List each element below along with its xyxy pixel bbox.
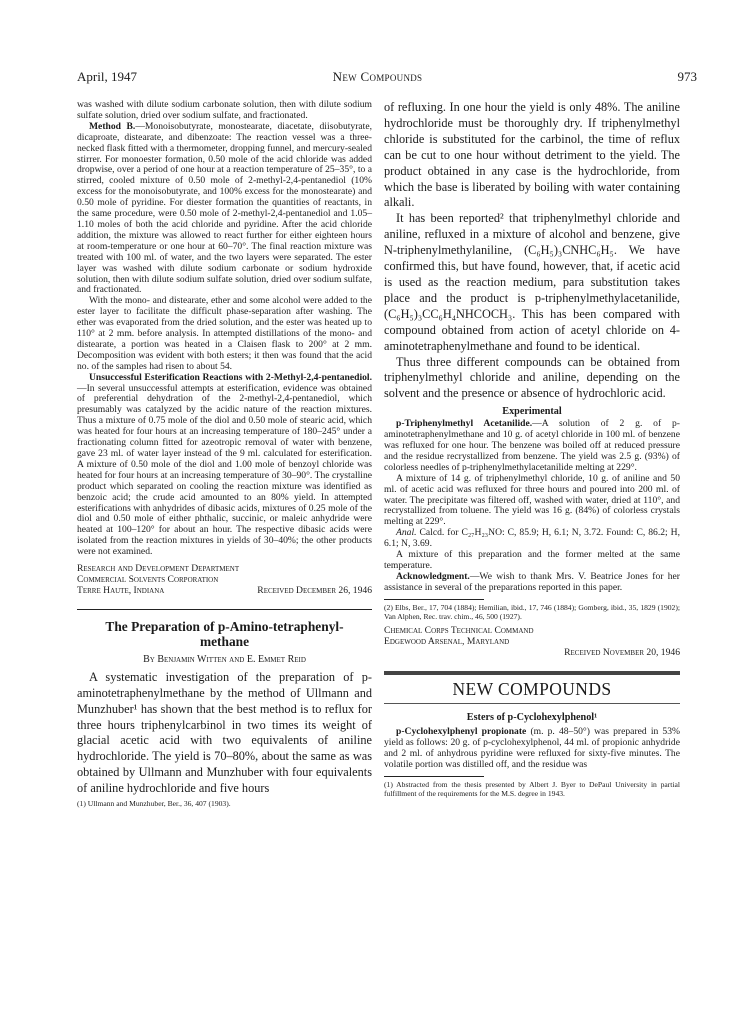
- paragraph-three-compounds: Thus three different compounds can be obtained from triphenylmethyl chloride and aniline, depending on the solvent and the presence or absence of hydrochloric acid.: [384, 354, 680, 401]
- received-date-1: Received December 26, 1946: [257, 584, 372, 596]
- affiliation-city-row: [77, 586, 372, 597]
- footnote-rule: [384, 599, 484, 600]
- header-page-number: 973: [677, 69, 697, 84]
- paragraph-acknowledgment: [384, 572, 680, 594]
- article-divider: [77, 609, 372, 610]
- affiliation-block-1: [77, 564, 372, 597]
- paragraph-acetanilide: [384, 419, 680, 474]
- method-b-label: Method B.: [89, 120, 136, 132]
- paragraph-reported: It has been reported² that triphenylmethyl chloride and aniline, refluxed in a mixture of alcohol and benzene, give N-triphenylmethylaniline, (C₆H₅)₃CNHC₆H₅. We have confirmed this, but have found, however, that, if acetic acid is used as the reaction medium, para substitution takes place and the product is p-triphenylmethylacetanilide, (C₆H₅)₃CC₆H₄NHCOCH₃. This has been compared with compound obtained from action of acetyl chloride on 4-aminotetraphenylmethane and found to be identical.: [384, 211, 680, 353]
- article-byline: By Benjamin Witten and E. Emmet Reid: [143, 653, 306, 665]
- unsuccessful-label: Unsuccessful Esterification Reactions with 2-Methyl-2,4-pentanediol.: [89, 371, 372, 383]
- analysis-text: Calcd. for C₂₇H₂₃NO: C, 85.9; H, 6.1; N, 3.72. Found: C, 86.2; H, 6.1; N, 3.69.: [384, 527, 680, 550]
- paragraph-mixture: A mixture of 14 g. of triphenylmethyl chloride, 10 g. of aniline and 50 ml. of acetic acid was refluxed for three hours and poured into 200 ml. of water. The precipitate was filtered off, washed with water, dried at 110°, and recrystallized from toluene. The yield was 16 g. (84%) of colorless crystals melting at 229°.: [384, 472, 680, 528]
- unsuccessful-text: —In several unsuccessful attempts at esterification, evidence was obtained of preferential dehydration of the 2-methyl-2,4-pentanediol, which presumably was catalyzed by the acidic nature of the reaction mixtures. Thus a mixture of 0.75 mole of the diol and 0.50 mole of stearic acid, which was heated for four hours at an increasing temperature of 180–245° under a fractionating column fitted for azeotropic removal of water with benzene, gave 23 ml. of water layer instead of the 9 ml. calculated for esterification. A mixture of 0.50 mole of the diol and 1.00 mole of benzoyl chloride was heated for four hours at an increasing temperature of 30–90°. The crystalline product which separated on cooling the reaction mixture was identified as benzoic acid; the crude acid amounted to an 80% yield. In attempted esterifications with anhydrides of dibasic acids, mixtures of 0.25 mole of the diol and 0.50 mole of either phthalic, succinic, or maleic anhydride were heated at 100–120° for about an hour. The respective dibasic acids were isolated from the reaction mixtures in yields of 30–40%; the other products were not examined.: [77, 382, 372, 558]
- header-journal: New Compounds: [332, 69, 423, 84]
- footnote-thesis: (1) Abstracted from the thesis presented by Albert J. Byer to DePaul University in partial fulfillment of the requirements for the M.S. degree in 1943.: [384, 779, 680, 798]
- acetanilide-label: p-Triphenylmethyl Acetanilide.: [396, 418, 533, 430]
- section-title-new-compounds: NEW COMPOUNDS: [452, 679, 612, 700]
- section-rule-top: [384, 671, 680, 675]
- section-rule-bottom: [384, 703, 680, 704]
- paragraph-propionate: [384, 727, 680, 771]
- experimental-heading: Experimental: [502, 406, 562, 418]
- esters-heading: Esters of p-Cyclohexylphenol¹: [466, 712, 598, 724]
- header-date: April, 1947: [77, 69, 137, 84]
- affiliation-command: Chemical Corps Technical Command: [384, 625, 534, 637]
- article-title-line-1: The Preparation of p-Amino-tetraphenyl-: [105, 618, 344, 634]
- acetanilide-text: —A solution of 2 g. of p-aminotetraphenylmethane and 10 g. of acetyl chloride in 100 ml. of benzene was refluxed for one hour. The benzene was boiled off at reduced pressure and the residue recrystallized from benzene. The yield was 2.5 g. (93%) of colorless needles of p-triphenylmethylacetanilide melting at 229°.: [384, 418, 680, 473]
- paragraph-article-intro: A systematic investigation of the preparation of p-aminotetraphenylmethane by the method of Ullmann and Munzhuber¹ has shown that the best method is to reflux for three hours triphenylcarbinol in two times its weight of glacial acetic acid with two equivalents of aniline hydrochloride. The yield is 70–80%, about the same as was obtained by Ullmann and Munzhuber with four equivalents of aniline hydrochloride and five hours: [77, 669, 372, 796]
- analysis-label: Anal.: [396, 527, 417, 539]
- article-title: [77, 619, 372, 649]
- left-column: [77, 100, 372, 808]
- paragraph-method-b: [77, 122, 372, 297]
- affiliation-city: Terre Haute, Indiana: [77, 584, 165, 596]
- propionate-label: p-Cyclohexylphenyl propionate: [396, 726, 527, 738]
- article-title-line-2: methane: [199, 633, 250, 649]
- affiliation-block-2: [384, 626, 680, 659]
- paragraph-analysis: [384, 528, 680, 550]
- received-date-2: Received November 20, 1946: [564, 647, 680, 659]
- footnote-elbs: (2) Elbs, Ber., 17, 704 (1884); Hemilian, ibid., 17, 746 (1884); Gomberg, ibid., 35, 1829 (1902); Van Alphen, Rec. trav. chim., 46, 500 (1927).: [384, 602, 680, 622]
- footnote-ullmann: (1) Ullmann and Munzhuber, Ber., 36, 407 (1903).: [77, 799, 231, 809]
- paragraph-stearate-workup: With the mono- and distearate, ether and some alcohol were added to the ester layer to facilitate the difficult phase-separation after washing. The ether was evaporated from the dried solution, and the ester was heated up to 110° at 2 mm. before analysis. In attempted distillations of the mono- and distearate, a portion was heated in a Claisen flask to 200° at 2 mm. Decomposition was evident with both esters; it then was found that the acid no. of the samples had risen to about 54.: [77, 295, 372, 372]
- propionate-text: (m. p. 48–50°) was prepared in 53% yield as follows: 20 g. of p-cyclohexylphenol, 44 ml. of propionic anhydride and 2 ml. of anhydrous pyridine were refluxed for sixty-five minutes. The volatile portion was distilled off, and the residue was: [384, 726, 680, 770]
- affiliation-arsenal: Edgewood Arsenal, Maryland: [384, 636, 510, 648]
- acknowledgment-label: Acknowledgment.: [396, 570, 470, 582]
- footnote-rule-2: [384, 776, 484, 777]
- paragraph-refluxing: of refluxing. In one hour the yield is only 48%. The aniline hydrochloride must be thoroughly dry. If triphenylmethyl chloride is substituted for the carbinol, the time of reflux can be cut to one hour without detriment to the yield. The product obtained in any case is the hydrochloride, from which the base is liberated by boiling with water containing alkali.: [384, 100, 680, 210]
- affiliation-department: Research and Development Department: [77, 563, 240, 575]
- paragraph-ester-washing: was washed with dilute sodium carbonate solution, then with dilute sodium sulfate solution, dried over sodium sulfate, and fractionated.: [77, 99, 372, 121]
- right-column: [384, 100, 680, 798]
- acknowledgment-text: —We wish to thank Mrs. V. Beatrice Jones for her assistance in several of the preparations reported in this paper.: [384, 570, 680, 593]
- paragraph-melting: A mixture of this preparation and the former melted at the same temperature.: [384, 549, 680, 571]
- paragraph-unsuccessful-esterification: [77, 373, 372, 558]
- affiliation-company: Commercial Solvents Corporation: [77, 573, 219, 585]
- method-b-text: —Monoisobutyrate, monostearate, diacetate, diisobutyrate, dicaproate, distearate, and dibenzoate: The reaction vessel was a three-necked flask fitted with a thermometer, dropping funnel, and mercury-sealed stirrer. For monoester formation, 0.50 mole of the acid chloride was added dropwise, over a period of one hour at a reaction temperature of 25–35°, to a stirred, cooled mixture of 0.50 mole of 2-methyl-2,4-pentanediol (10% excess for the monoisobutyrate, and 100% excess for the monostearate) and 0.50 mole of pyridine. For diester formation the quantities of reactants, in the same procedure, were 0.50 mole of 2-methyl-2,4-pentanediol and 1.05–1.10 moles of both the acid chloride and pyridine. After the acid chloride addition, the mixture was allowed to react further for either eighteen hours at room-temperature or one hour at 60–70°. The final reaction mixture was treated with 100 ml. of water, and the two layers were separated. The ester layer was washed with dilute sodium carbonate or sodium hydroxide solution, then with dilute sodium sulfate solution, dried over sodium sulfate, and fractionated.: [77, 120, 372, 296]
